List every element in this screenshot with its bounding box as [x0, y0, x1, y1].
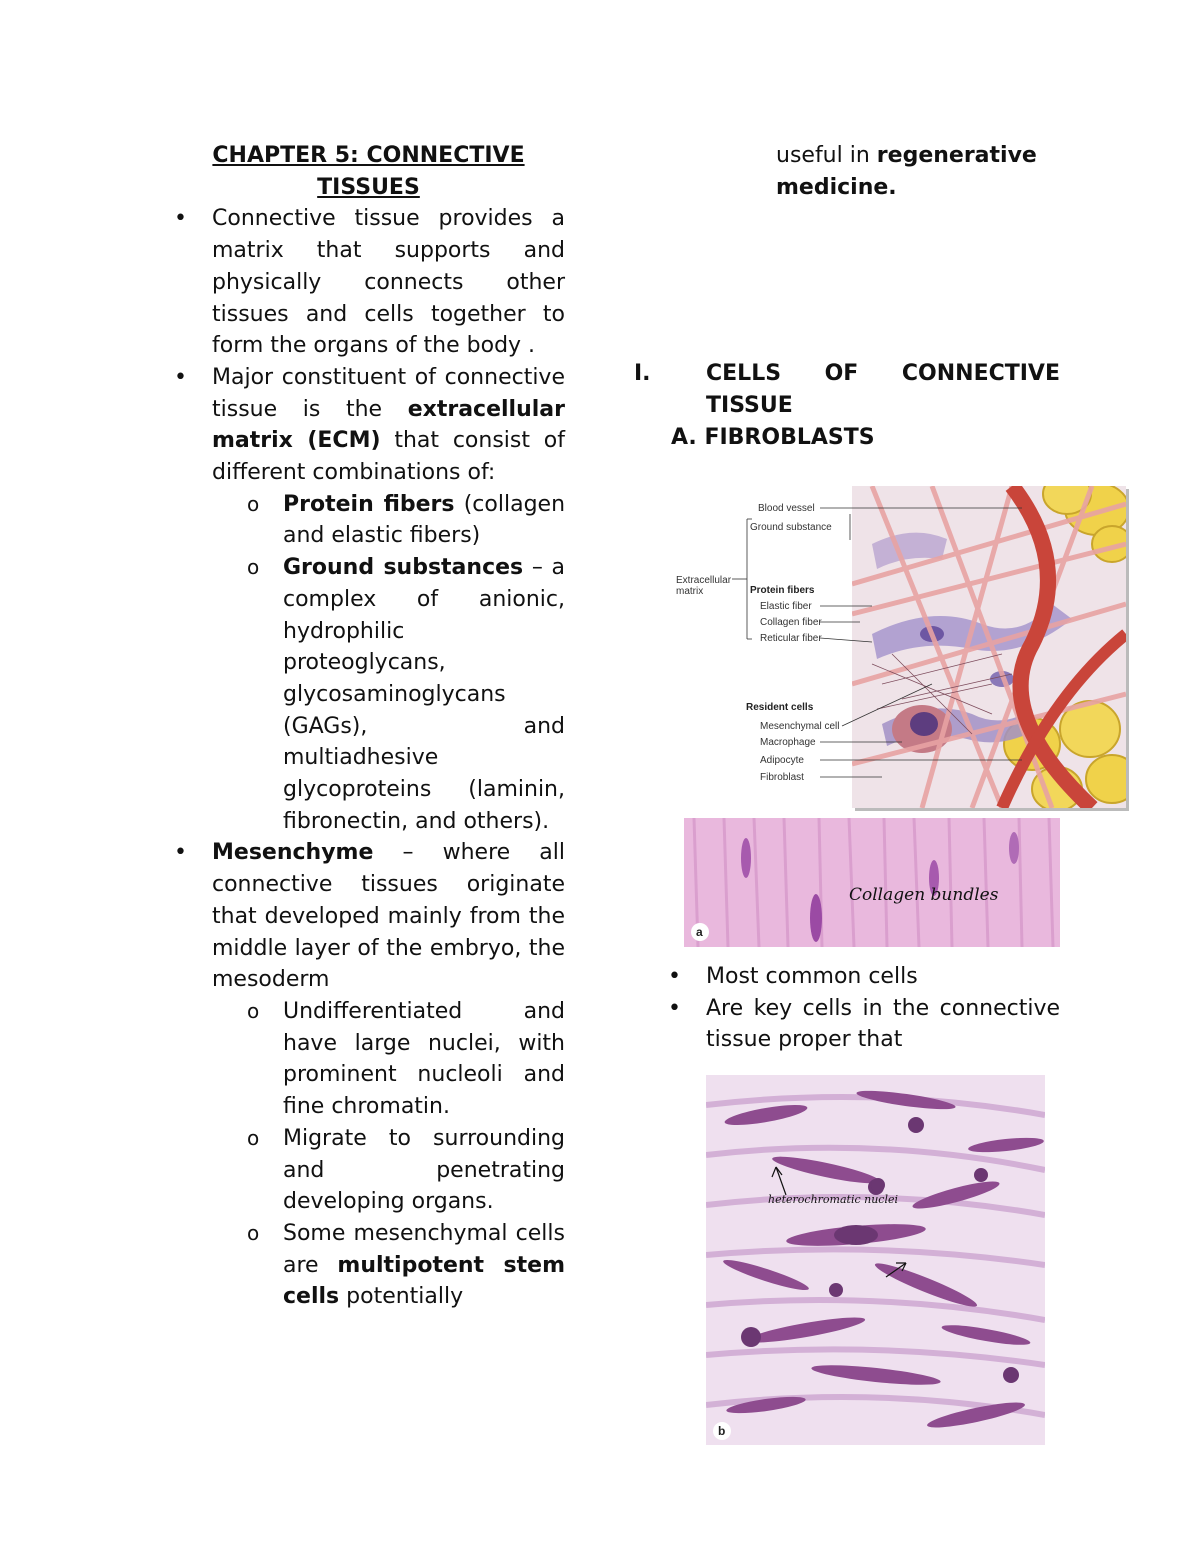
label-collagen: Collagen fiber — [760, 617, 822, 628]
adipocyte-shape — [1086, 755, 1132, 803]
section-number: I. — [634, 361, 651, 387]
sub-item-migrate — [283, 1123, 565, 1218]
label-elastic: Elastic fiber — [760, 601, 812, 612]
continued-plain: useful in — [776, 143, 870, 168]
label-reticular: Reticular fiber — [760, 633, 822, 644]
sub-text: (collagen and elastic fibers) — [283, 491, 566, 549]
fibroblast-micrograph-svg — [706, 1075, 1045, 1445]
fibroblast-bullets — [706, 961, 1060, 1056]
sub-list — [283, 996, 565, 1313]
connective-tissue-diagram — [672, 484, 1132, 812]
chapter-title-line2: TISSUES — [317, 174, 420, 200]
section-heading-line2: TISSUE — [706, 393, 793, 419]
sub-text: – a complex of anionic, hydrophilic proteoglycans, glycosaminoglycans (GAGs), and multiadhesive glycoproteins (laminin, fibronectin, and others). — [283, 555, 565, 834]
label-resident: Resident cells — [746, 702, 814, 713]
sub-text: Some mesenchymal cells are — [283, 1220, 565, 1278]
section-heading-text — [706, 358, 1060, 421]
sub-text: Migrate to surrounding and penetrating developing organs. — [283, 1125, 565, 1215]
heading-word: CONNECTIVE — [901, 361, 1060, 387]
heading-word: OF — [824, 361, 859, 387]
sub-text: potentially — [346, 1284, 464, 1310]
section-heading — [634, 358, 1060, 421]
macrophage-nucleus — [910, 712, 938, 736]
bullet-major-constituent — [172, 362, 565, 838]
label-blood-vessel: Blood vessel — [758, 503, 815, 514]
bullet-key-cells: • Are key cells in the connective tissue proper that — [706, 993, 1060, 1056]
label-fibroblast: Fibroblast — [760, 772, 804, 783]
label-ecm: Extracellular — [676, 575, 732, 586]
sub-text: Undifferentiated and have large nuclei, with prominent nucleoli and fine chromatin. — [283, 998, 565, 1120]
main-bullet-list — [172, 203, 565, 1313]
right-column — [634, 140, 1060, 454]
label-macrophage: Macrophage — [760, 737, 816, 748]
bullet-text: Connective tissue provides a matrix that supports and physically connects other tissues and cells together to form the organs of the body . — [212, 206, 565, 359]
bullet-most-common: • Most common cells — [706, 961, 1060, 993]
label-mesenchymal: Mesenchymal cell — [760, 721, 840, 732]
nucleus — [741, 838, 751, 878]
sub-list — [283, 489, 565, 838]
label-ecm-2: matrix — [676, 586, 704, 597]
continued-bold: regenerative medicine. — [776, 143, 1037, 200]
panel-label-a: a — [696, 925, 703, 939]
continued-text — [776, 140, 1060, 203]
diagram-svg — [672, 484, 1132, 812]
bullet-bold-term: extracellular matrix (ECM) — [212, 396, 565, 454]
sub-item-ground-substances — [283, 552, 565, 837]
section-heading-line1 — [706, 358, 1060, 390]
collagen-micrograph-svg — [684, 818, 1060, 947]
collagen-micrograph — [684, 818, 1060, 947]
label-protein-fibers: Protein fibers — [750, 585, 815, 596]
heterochromatic-annotation: heterochromatic nuclei — [768, 1193, 898, 1206]
sub-item-multipotent — [283, 1218, 565, 1313]
chapter-title — [172, 140, 565, 203]
sub-bold-term: multipotent stem cells — [283, 1252, 566, 1310]
panel-label-b: b — [718, 1424, 726, 1438]
label-ground-substance: Ground substance — [750, 522, 832, 533]
micrograph-background — [684, 818, 1060, 947]
nucleus — [1009, 832, 1019, 864]
fibroblast-micrograph — [706, 1075, 1045, 1445]
bullet-connective-tissue — [172, 203, 565, 362]
label-adipocyte: Adipocyte — [760, 755, 804, 766]
bullet-bold-term: Mesenchyme — [212, 840, 374, 866]
bullet-text: – where all connective tissues originate that developed mainly from the middle layer of the embryo, the mesoderm — [212, 840, 565, 993]
sub-item-protein-fibers — [283, 489, 565, 552]
bullet-text: that consist of different combinations of: — [212, 428, 566, 486]
sub-bold-term: Ground substances — [283, 555, 524, 581]
nucleus — [810, 894, 822, 942]
bullet-mesenchyme — [172, 837, 565, 1313]
heading-word: CELLS — [706, 361, 782, 387]
sub-item-undifferentiated — [283, 996, 565, 1123]
bullet-text: Major constituent of connective tissue is the — [212, 364, 565, 422]
subsection-heading: A. FIBROBLASTS — [671, 424, 875, 450]
collagen-bundles-annotation: Collagen bundles — [849, 885, 999, 905]
left-column — [172, 140, 565, 1313]
chapter-title-line1: CHAPTER 5: CONNECTIVE — [212, 143, 525, 168]
sub-bold-term: Protein fibers — [283, 491, 455, 517]
